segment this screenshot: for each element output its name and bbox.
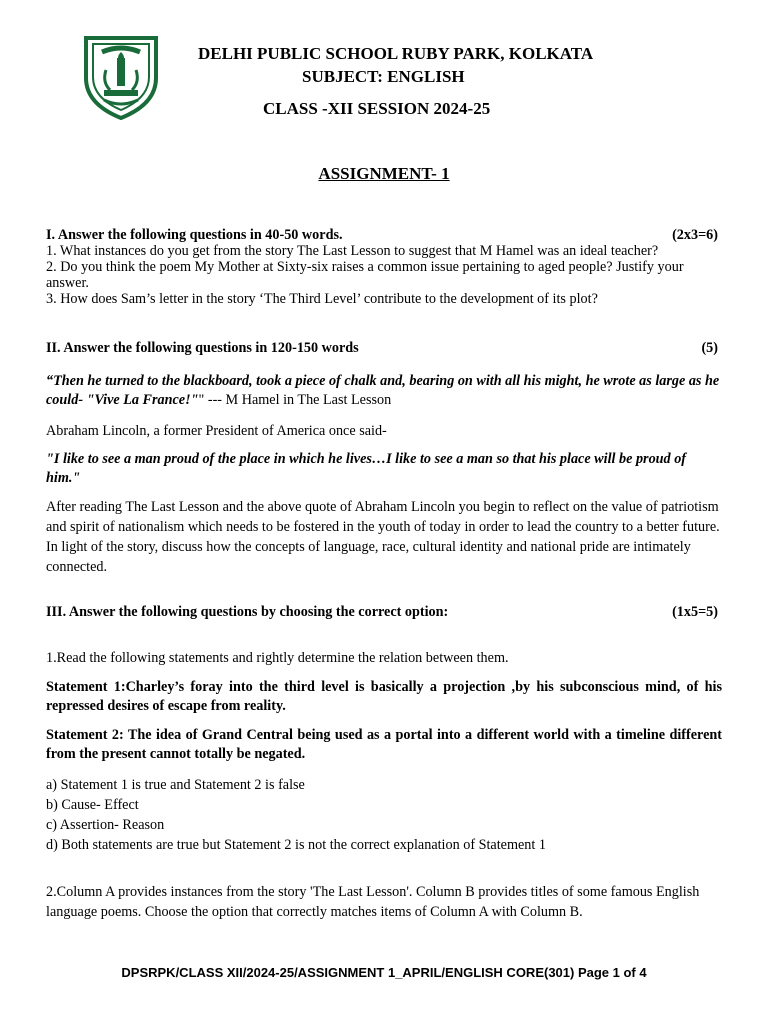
section-2-heading: II. Answer the following questions in 120-150 words	[46, 340, 359, 356]
school-name: DELHI PUBLIC SCHOOL RUBY PARK, KOLKATA	[198, 44, 594, 63]
class-session-line: CLASS -XII SESSION 2024-25	[263, 99, 491, 118]
section-1-question-2: 2. Do you think the poem My Mother at Sixty-six raises a common issue pertaining to aged people? Justify your answer.	[46, 259, 684, 291]
section-2-marks: (5)	[701, 340, 718, 356]
section-1-marks: (2x3=6)	[672, 227, 718, 243]
section-1-question-1: 1. What instances do you get from the story The Last Lesson to suggest that M Hamel was an ideal teacher?	[46, 243, 659, 259]
section-2-question: After reading The Last Lesson and the above quote of Abraham Lincoln you begin to reflect on the value of patriotism and spirit of nationalism which needs to be fostered in the youth of today in order to lead the country to a better future. In light of the story, discuss how the concepts of language, race, cultural identity and national pride are intimately connected.	[46, 499, 720, 575]
section-3-marks: (1x5=5)	[672, 604, 718, 620]
section-2-question-block	[46, 497, 722, 577]
statement-2-block	[46, 726, 722, 764]
q2-intro: 2.Column A provides instances from the story 'The Last Lesson'. Column B provides titles of some famous English language poems. Choose the option that correctly matches items of Column A with Column B.	[46, 884, 700, 920]
q1-intro: 1.Read the following statements and rightly determine the relation between them.	[46, 650, 509, 666]
section-3-heading: III. Answer the following questions by choosing the correct option:	[46, 604, 449, 620]
assignment-title: ASSIGNMENT- 1	[318, 164, 450, 183]
section-1	[46, 227, 722, 307]
q1-options	[46, 775, 722, 855]
section-1-question-3: 3. How does Sam’s letter in the story ‘The Third Level’ contribute to the development of its plot?	[46, 291, 598, 307]
quote-1-block	[46, 372, 722, 410]
statement-1-block	[46, 678, 722, 716]
quote-1-paragraph	[46, 372, 722, 410]
statement-2: Statement 2: The idea of Grand Central being used as a portal into a different world with a timeline different from the present cannot totally be negated.	[46, 727, 722, 762]
q1-intro-block	[46, 650, 722, 666]
quote-1-attribution: " --- M Hamel in The Last Lesson	[198, 392, 392, 408]
quote-2: "I like to see a man proud of the place in which he lives…I like to see a man so that his place will be proud of him."	[46, 451, 687, 486]
subject-line: SUBJECT: ENGLISH	[302, 67, 465, 86]
section-3-heading-row	[46, 604, 722, 620]
option-a: a) Statement 1 is true and Statement 2 is false	[46, 777, 305, 793]
section-2-heading-row	[46, 340, 722, 356]
lincoln-intro: Abraham Lincoln, a former President of America once said-	[46, 423, 387, 439]
q2-intro-block	[46, 882, 722, 922]
statement-1: Statement 1:Charley’s foray into the third level is basically a projection ,by his subconscious mind, of his repressed desires of escape from reality.	[46, 679, 722, 714]
option-d: d) Both statements are true but Statement 2 is not the correct explanation of Statement 1	[46, 837, 546, 853]
option-c: c) Assertion- Reason	[46, 817, 165, 833]
quote-1: “Then he turned to the blackboard, took a piece of chalk and, bearing on with all his might, he wrote as large as he could- "Vive La France!"	[46, 373, 720, 408]
lincoln-intro-block	[46, 423, 722, 439]
section-3	[46, 604, 722, 620]
quote-2-block	[46, 450, 722, 488]
section-1-heading: I. Answer the following questions in 40-50 words.	[46, 227, 343, 243]
section-1-heading-row	[46, 227, 722, 243]
assignment-title-wrap	[0, 164, 768, 184]
section-2	[46, 340, 722, 356]
option-b: b) Cause- Effect	[46, 797, 139, 813]
page-footer: DPSRPK/CLASS XII/2024-25/ASSIGNMENT 1_APRIL/ENGLISH CORE(301) Page 1 of 4	[121, 965, 647, 980]
